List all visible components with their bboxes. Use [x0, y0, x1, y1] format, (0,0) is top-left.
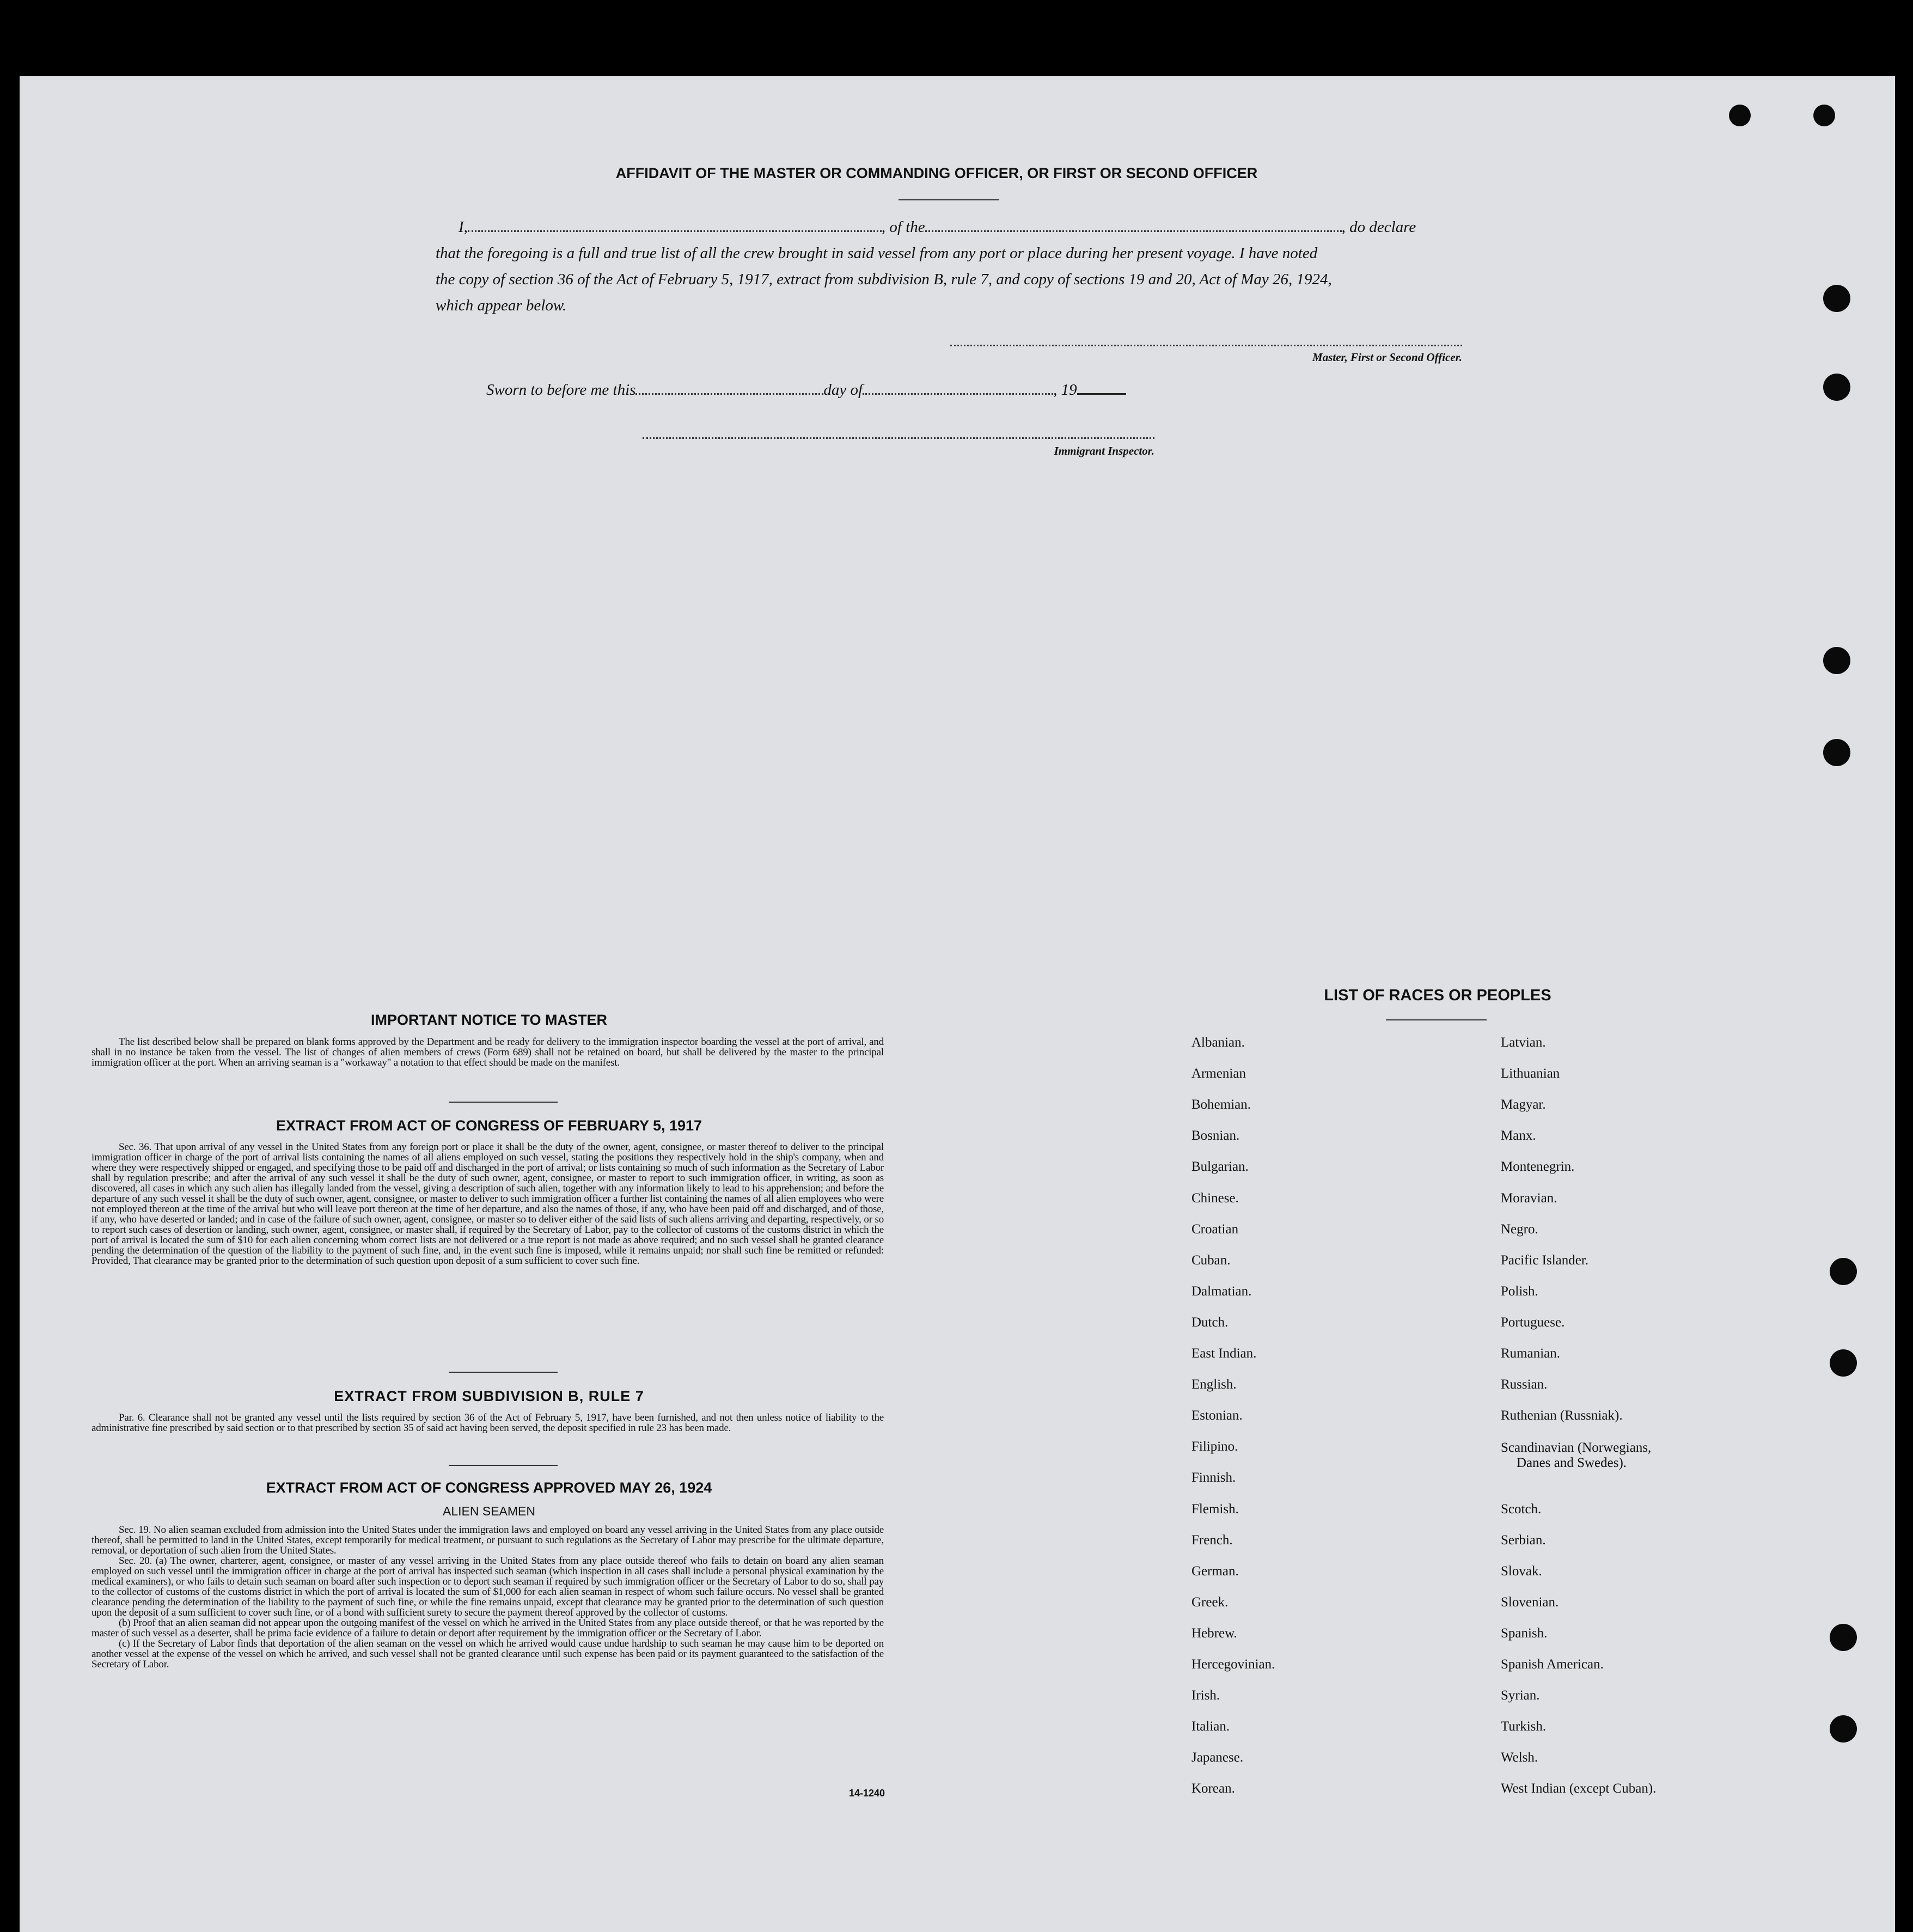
race-item: Pacific Islander. [1501, 1252, 1589, 1268]
race-item: Japanese. [1191, 1750, 1244, 1765]
race-item: Finnish. [1191, 1470, 1236, 1485]
master-signature-label: Master, First or Second Officer. [1312, 351, 1462, 364]
race-item: Bulgarian. [1191, 1159, 1249, 1175]
par-6-paragraph: Par. 6. Clearance shall not be granted any vessel until the lists required by section 36 of the Act of February 5, 1917, have been furnished, and not then unless notice of liability to the administrative fine prescribed by said section or to that prescribed by section 35 of said act having been served, the deposit specified in rule 23 has been made. [91, 1412, 884, 1434]
declaration-of-the-label: , of the [881, 218, 925, 236]
race-item: Negro. [1501, 1221, 1538, 1237]
sec-20a-paragraph: Sec. 20. (a) The owner, charterer, agent, consignee, or master of any vessel arriving in the United States from any place outside thereof who fails to detain on board any alien seaman employed on such vessel until the immigration officer in charge at the port of arrival has inspected such seaman (which inspection in all cases shall include a personal physical examination by the medical examiners), or who fails to detain such seaman on board after such inspection or to deport such seaman if required by such immigration officer or the Secretary of Labor to do so, shall pay to the collector of customs of the customs district in which the port of arrival is located the sum of $1,000 for each alien seaman in respect of whom such failure occurs. No vessel shall be granted clearance pending the determination of the liability to the payment of such fine, or while the fine remains unpaid, except that clearance may be granted prior to the determination of such question upon the deposit of a sum sufficient to cover such fine, or of a bond with sufficient surety to secure the payment thereof approved by the collector of customs. [91, 1555, 884, 1618]
extract-1924-title: EXTRACT FROM ACT OF CONGRESS APPROVED MAY 26, 1924 [266, 1479, 712, 1496]
race-item: Polish. [1501, 1283, 1538, 1299]
divider [449, 1102, 558, 1103]
race-item: Bohemian. [1191, 1097, 1251, 1112]
extract-1924-text [91, 1525, 884, 1670]
sworn-day-of: day of [823, 381, 863, 399]
race-item: Welsh. [1501, 1750, 1538, 1765]
race-item: Dutch. [1191, 1315, 1229, 1330]
declaration-declare-label: , do declare [1341, 218, 1416, 236]
race-item: Scandinavian (Norwegians, [1501, 1440, 1652, 1456]
race-item: Spanish. [1501, 1625, 1548, 1641]
race-item: Armenian [1191, 1066, 1246, 1081]
punch-hole [1823, 647, 1850, 674]
race-item: Manx. [1501, 1128, 1536, 1144]
divider [899, 199, 999, 200]
race-item: Croatian [1191, 1221, 1239, 1237]
affidavit-declaration [436, 214, 1462, 319]
extract-rule7-text [91, 1413, 884, 1433]
divider [449, 1465, 558, 1466]
race-item: English. [1191, 1377, 1237, 1392]
sworn-day-blank [635, 390, 823, 395]
sworn-year-blank [1077, 390, 1126, 395]
race-item: Montenegrin. [1501, 1159, 1575, 1175]
race-item: Moravian. [1501, 1190, 1557, 1206]
race-item: Ruthenian (Russniak). [1501, 1408, 1623, 1423]
race-item: Irish. [1191, 1688, 1220, 1703]
inspector-label: Immigrant Inspector. [1054, 444, 1154, 457]
race-item: Russian. [1501, 1377, 1548, 1392]
race-item: Cuban. [1191, 1252, 1231, 1268]
race-item: West Indian (except Cuban). [1501, 1781, 1657, 1796]
race-item: Serbian. [1501, 1532, 1546, 1548]
sec-36-paragraph: Sec. 36. That upon arrival of any vessel in the United States from any foreign port or place it shall be the duty of the owner, agent, consignee, or master thereof to deliver to the principal immigration officer in charge of the port of arrival lists containing the names of all aliens employed on such vessel, stating the positions they respectively hold in the ship's company, when and where they were respectively shipped or engaged, and specifying those to be paid off and discharged in the port of arrival; or lists containing so much of such information as the Secretary of Labor shall by regulation prescribe; and after the arrival of any such vessel it shall be the duty of such owner, agent, consignee, or master to report to such immigration officer, in writing, as soon as discovered, all cases in which any such alien has illegally landed from the vessel, giving a description of such alien, together with any information likely to lead to his apprehension; and before the departure of any such vessel it shall be the duty of such owner, agent, consignee, or master to deliver to such immigration officer a further list containing the names of all alien employees who were not employed thereon at the time of the arrival but who will leave port thereon at the time of her departure, and also the names of those, if any, who have been paid off and discharged, and of those, if any, who have deserted or landed; and in case of the failure of such owner, agent, consignee, or master so to deliver either of the said lists of such aliens arriving and departing, respectively, or so to report such cases of desertion or landing, such owner, agent, consignee, or master shall, if required by the Secretary of Labor, pay to the collector of customs of the customs district in which the port of arrival is located the sum of $10 for each alien concerning whom correct lists are not delivered or a true report is not made as above required; and no such vessel shall be granted clearance pending the determination of the question of the liability to the payment of such fine, and, in the event such fine is imposed, while it remains unpaid; nor shall such fine be remitted or refunded: Provided, That clearance may be granted prior to the determination of such question upon deposit of a sum sufficient to cover such fine. [91, 1141, 884, 1267]
race-item: Latvian. [1501, 1035, 1546, 1050]
declaration-line-1 [436, 214, 1462, 240]
punch-hole [1813, 105, 1835, 126]
race-item: Lithuanian [1501, 1066, 1560, 1081]
race-item: Syrian. [1501, 1688, 1540, 1703]
race-item: Albanian. [1191, 1035, 1245, 1050]
race-item: Italian. [1191, 1719, 1230, 1734]
sworn-month-blank [863, 390, 1053, 395]
declaration-line-2: that the foregoing is a full and true list of all the crew brought in said vessel from any port or place during her present voyage. I have noted [436, 244, 1318, 262]
race-item: Korean. [1191, 1781, 1235, 1796]
punch-hole [1729, 105, 1751, 126]
race-item: German. [1191, 1563, 1239, 1579]
name-blank [468, 227, 882, 232]
declaration-line-3: the copy of section 36 of the Act of February 5, 1917, extract from subdivision B, rule 7, and copy of sections 19 and 20, Act of May 26, 1924, [436, 271, 1332, 288]
race-item: French. [1191, 1532, 1233, 1548]
divider [449, 1372, 558, 1373]
race-item: Slovenian. [1501, 1594, 1559, 1610]
punch-hole [1830, 1715, 1857, 1743]
punch-hole [1830, 1349, 1857, 1377]
inspector-signature-line [643, 437, 1154, 439]
race-item: Estonian. [1191, 1408, 1243, 1423]
punch-hole [1823, 374, 1850, 401]
race-item: Spanish American. [1501, 1657, 1604, 1672]
race-item: Rumanian. [1501, 1346, 1561, 1361]
master-signature-line [950, 345, 1462, 346]
race-item: Danes and Swedes). [1517, 1456, 1627, 1471]
punch-hole [1823, 739, 1850, 766]
vessel-blank [925, 227, 1342, 232]
sec-20b-paragraph: (b) Proof that an alien seaman did not appear upon the outgoing manifest of the vessel on which he arrived in the United States from any place outside thereof, or that he was reported by the master of such vessel as a deserter, shall be prima facie evidence of a failure to detain or deport after requirement by the immigration officer or the Secretary of Labor. [91, 1617, 884, 1639]
race-item: Greek. [1191, 1594, 1229, 1610]
race-item: Dalmatian. [1191, 1283, 1252, 1299]
extract-1917-text [91, 1142, 884, 1266]
race-item: Chinese. [1191, 1190, 1239, 1206]
declaration-line-4: which appear below. [436, 297, 567, 314]
form-number: 14-1240 [848, 1788, 885, 1799]
race-item: Bosnian. [1191, 1128, 1240, 1144]
sworn-line [486, 381, 1126, 399]
sec-20c-paragraph: (c) If the Secretary of Labor finds that deportation of the alien seaman on the vessel on which he arrived would cause undue hardship to such seaman he may cause him to be deported on another vessel at the expense of the vessel on which he arrived, and such vessel shall not be granted clearance until such expense has been paid or its payment guaranteed to the satisfaction of the Secretary of Labor. [91, 1638, 884, 1670]
declaration-i-label: I, [459, 218, 468, 236]
race-item: Portuguese. [1501, 1315, 1565, 1330]
race-item: Turkish. [1501, 1719, 1547, 1734]
race-item: Slovak. [1501, 1563, 1542, 1579]
notice-title: IMPORTANT NOTICE TO MASTER [371, 1012, 607, 1028]
race-item: Filipino. [1191, 1439, 1238, 1454]
affidavit-title: AFFIDAVIT OF THE MASTER OR COMMANDING OFFICER, OR FIRST OR SECOND OFFICER [615, 165, 1258, 181]
race-item: Flemish. [1191, 1501, 1239, 1517]
race-item: Hercegovinian. [1191, 1657, 1275, 1672]
notice-text [91, 1037, 884, 1068]
race-item: Hebrew. [1191, 1625, 1237, 1641]
sec-19-paragraph: Sec. 19. No alien seaman excluded from admission into the United States under the immigration laws and employed on board any vessel arriving in the United States from any place outside thereof, shall be permitted to land in the United States, except temporarily for medical treatment, or pursuant to such regulations as the Secretary of Labor may prescribe for the ultimate departure, removal, or deportation of such alien from the United States. [91, 1524, 884, 1556]
extract-1917-title: EXTRACT FROM ACT OF CONGRESS OF FEBRUARY 5, 1917 [276, 1117, 702, 1134]
punch-hole [1830, 1258, 1857, 1285]
punch-hole [1823, 285, 1850, 312]
alien-seamen-subtitle: ALIEN SEAMEN [443, 1504, 535, 1518]
sworn-year-label: , 19 [1053, 381, 1077, 399]
race-item: Magyar. [1501, 1097, 1546, 1112]
races-title: LIST OF RACES OR PEOPLES [1324, 987, 1551, 1004]
race-item: East Indian. [1191, 1346, 1257, 1361]
race-item: Scotch. [1501, 1501, 1542, 1517]
extract-rule7-title: EXTRACT FROM SUBDIVISION B, RULE 7 [334, 1388, 644, 1404]
notice-paragraph: The list described below shall be prepared on blank forms approved by the Department and be ready for delivery to the immigration inspector boarding the vessel at the port of arrival, and shall in no instance be taken from the vessel. The list of changes of alien members of crews (Form 689) shall not be retained on board, but shall be delivered by the master to the principal immigration officer at the port. When an arriving seaman is a "workaway" a notation to that effect should be made on the manifest. [91, 1036, 884, 1068]
punch-hole [1830, 1624, 1857, 1651]
divider [1386, 1019, 1487, 1020]
sworn-prefix: Sworn to before me this [486, 381, 636, 399]
